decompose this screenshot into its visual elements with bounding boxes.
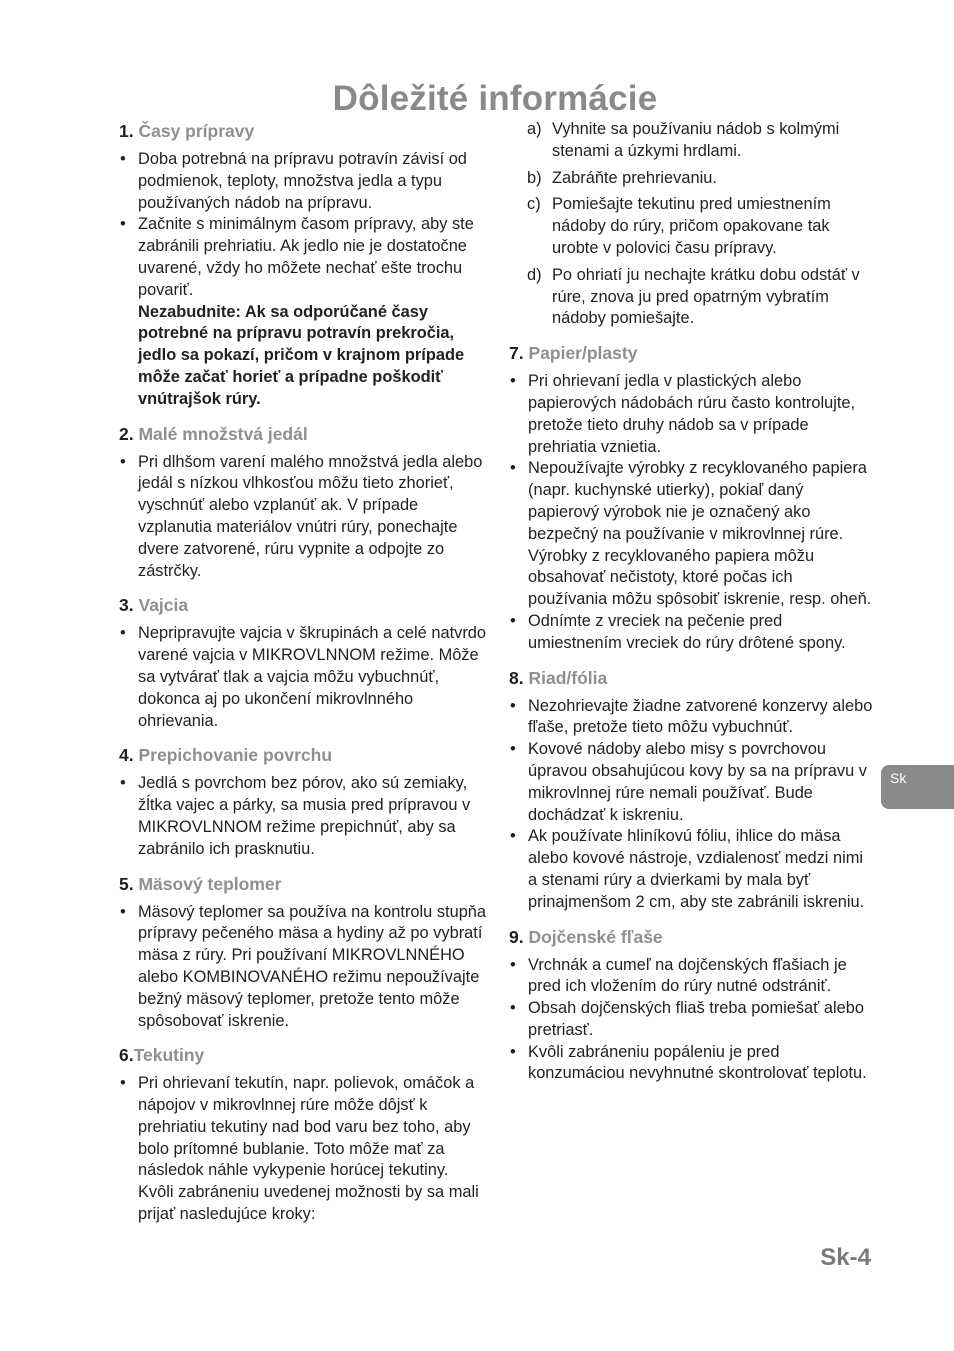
section-heading [119, 593, 487, 617]
section-small-quantities [119, 422, 487, 583]
section-heading [119, 872, 487, 896]
list-item [119, 214, 487, 410]
list-item: • Kvôli zabráneniu popáleniu je pred konzumáciou nevyhnutné skontrolovať teplotu. [509, 1042, 873, 1086]
bullet-list [119, 623, 487, 732]
section-title: Dojčenské fľaše [528, 926, 663, 947]
section-number: 6. [119, 1045, 134, 1066]
bullet-list [119, 149, 487, 411]
section-cooking-times [119, 119, 487, 411]
step-text: Zabráňte prehrievaniu. [552, 168, 717, 187]
list-item: • Odnímte z vreciek na pečenie pred umiestnením vreciek do rúry drôtené spony. [509, 611, 873, 655]
section-number: 2. [119, 423, 134, 444]
left-column [119, 119, 487, 1237]
section-title: Malé množstvá jedál [138, 423, 308, 444]
list-item: • Mäsový teplomer sa používa na kontrolu stupňa prípravy pečeného mäsa a hydiny až po vybratí mäsa z rúry. Pri používaní MIKROVLNNÉHO alebo KOMBINOVANÉHO režimu nepoužívajte bežný mäsový teplomer, pretože tento môže spôsobovať iskrenie. [119, 902, 487, 1033]
section-heading [509, 666, 873, 690]
list-item-text: Začnite s minimálnym časom prípravy, aby ste zabránili prehriatiu. Ak jedlo nie je dostatočne uvarené, vždy ho môžete nechať ešte trochu povariť. [138, 215, 474, 299]
section-heading [509, 341, 873, 365]
page-title: Dôležité informácie [332, 79, 658, 119]
list-item: • Nepoužívajte výrobky z recyklovaného papiera (napr. kuchynské utierky), pokiaľ daný papierový výrobok nie je označený ako bezpečný na používanie v mikrovlnnej rúre. Výrobky z recyklovaného papiera môžu obsahovať nečistoty, ktoré počas ich používania môžu spôsobiť iskrenie, resp. oheň. [509, 458, 873, 611]
step-label: c) [527, 195, 541, 214]
step-text: Po ohriatí ju nechajte krátku dobu odstáť v rúre, znova ju pred opatrným vybratím nádoby pomiešajte. [552, 265, 860, 328]
list-item: • Nepripravujte vajcia v škrupinách a celé natvrdo varené vajcia v MIKROVLNNOM režime. Môže sa vytvárať tlak a vajcia môžu vybuchnúť, dokonca aj po ukončení mikrovlnného ohrievania. [119, 623, 487, 732]
section-heading [119, 1043, 487, 1067]
step-text: Vyhnite sa používaniu nádob s kolmými stenami a úzkymi hrdlami. [552, 120, 840, 160]
language-tab [881, 765, 954, 809]
list-item: • Nezohrievajte žiadne zatvorené konzervy alebo fľaše, pretože tieto môžu vybuchnúť. [509, 696, 873, 740]
bullet-list [509, 696, 873, 914]
list-item: • Vrchnák a cumeľ na dojčenských fľašiach je pred ich vložením do rúry nutné odstrániť. [509, 955, 873, 999]
list-item: • Jedlá s povrchom bez pórov, ako sú zemiaky, žĺtka vajec a párky, sa musia pred prípravou v MIKROVLNNOM režime prepichnúť, aby sa zabránilo ich prasknutiu. [119, 773, 487, 860]
section-heading [119, 422, 487, 446]
bullet-list [119, 773, 487, 860]
list-item: • Obsah dojčenských fliaš treba pomiešať alebo pretriasť. [509, 998, 873, 1042]
list-item: • Doba potrebná na prípravu potravín závisí od podmienok, teploty, množstva jedla a typu používaných nádob na prípravu. [119, 149, 487, 214]
section-number: 1. [119, 121, 134, 141]
section-heading [119, 743, 487, 767]
section-title: Mäsový teplomer [138, 873, 282, 894]
bullet-list [119, 902, 487, 1033]
section-meat-thermometer [119, 872, 487, 1033]
section-number: 3. [119, 595, 134, 616]
bullet-list [119, 1073, 487, 1226]
section-title: Papier/plasty [528, 343, 638, 364]
section-title: Prepichovanie povrchu [138, 745, 333, 766]
step-text: Pomiešajte tekutinu pred umiestnením nádoby do rúry, pričom opakovane tak urobte v polovici času prípravy. [552, 195, 831, 257]
page-number: Sk-4 [820, 1244, 871, 1271]
section-heading [509, 925, 873, 949]
list-item: • Pri ohrievaní tekutín, napr. polievok, omáčok a nápojov v mikrovlnnej rúre môže dôjsť k prehriatiu tekutiny nad bod varu bez toho, aby bolo prítomné bublanie. Toto môže mať za následok náhle vykypenie horúcej tekutiny. Kvôli zabráneniu uvedenej možnosti by sa mali prijať nasledujúce kroky: [119, 1073, 487, 1226]
bullet-list [509, 955, 873, 1086]
section-baby-bottles [509, 925, 873, 1086]
section-title: Vajcia [138, 595, 189, 616]
list-item: • Ak používate hliníkovú fóliu, ihlice do mäsa alebo kovové nástroje, vzdialenosť medzi nimi a stenami rúry a dvierkami by mala byť prinajmenšom 2 cm, aby ste zabránili iskreniu. [509, 826, 873, 913]
section-title: Časy prípravy [138, 121, 255, 141]
step-item [509, 119, 873, 163]
right-column [509, 119, 873, 1096]
bullet-list [509, 371, 873, 654]
section-heading [119, 119, 487, 143]
step-item [509, 194, 873, 259]
section-number: 7. [509, 343, 524, 364]
section-piercing [119, 743, 487, 860]
section-title: Tekutiny [133, 1045, 205, 1066]
step-item [509, 168, 873, 190]
step-item [509, 265, 873, 330]
section-title: Riad/fólia [528, 667, 608, 688]
section-number: 5. [119, 873, 134, 894]
list-item: • Pri ohrievaní jedla v plastických alebo papierových nádobách rúru často kontrolujte, pretože tieto druhy nádob sa v prípade prehriatia vznietia. [509, 371, 873, 458]
section-number: 9. [509, 926, 524, 947]
section-liquids [119, 1043, 487, 1226]
language-tab-label: Sk [890, 770, 907, 786]
bullet-list [119, 452, 487, 583]
list-item: • Pri dlhšom varení malého množstvá jedla alebo jedál s nízkou vlhkosťou môžu tieto zhorieť, vyschnúť alebo vzplanúť ak. V prípade vzplanutia materiálov vnútri rúry, ponechajte dvere zatvorené, rúru vypnite a odpojte zo zástrčky. [119, 452, 487, 583]
liquid-steps-list [509, 119, 873, 330]
section-eggs [119, 593, 487, 732]
section-paper-plastics [509, 341, 873, 654]
section-number: 8. [509, 667, 524, 688]
section-number: 4. [119, 745, 134, 766]
list-item: • Kovové nádoby alebo misy s povrchovou úpravou obsahujúcou kovy by sa na prípravu v mikrovlnnej rúre nemali používať. Bude dochádzať k iskreniu. [509, 739, 873, 826]
step-label: b) [527, 168, 542, 187]
section-cookware-foil [509, 666, 873, 914]
warning-note: Nezabudnite: Ak sa odporúčané časy potrebné na prípravu potravín prekročia, jedlo sa pokazí, pričom v krajnom prípade môže začať horieť a prípadne poškodiť vnútrajšok rúry. [138, 302, 465, 408]
step-label: a) [527, 120, 542, 138]
step-label: d) [527, 265, 542, 284]
